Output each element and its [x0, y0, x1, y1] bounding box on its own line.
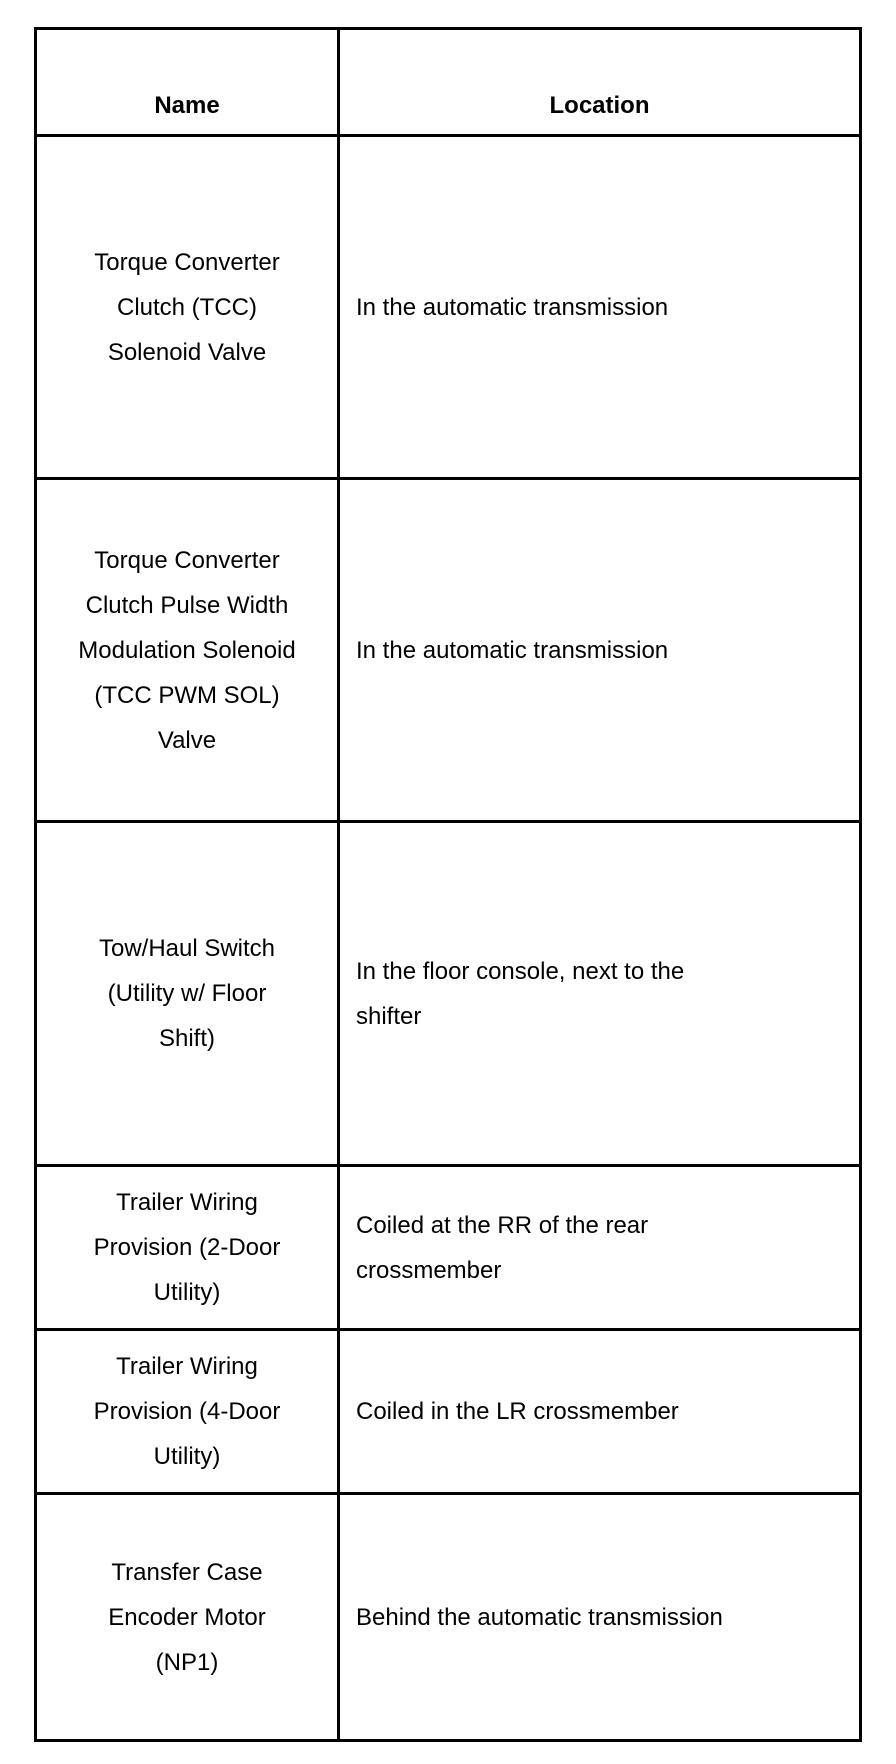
- location-cell: [339, 136, 861, 479]
- component-name: Tow/Haul Switch (Utility w/ Floor Shift): [98, 935, 276, 1052]
- component-name: Torque Converter Clutch (TCC) Solenoid Valve: [94, 248, 280, 366]
- component-location-table-container: [34, 27, 862, 1742]
- table-row: [36, 479, 861, 822]
- header-name: Name: [36, 29, 339, 136]
- location-cell: [339, 1166, 861, 1330]
- component-location: Behind the automatic transmission: [356, 1603, 723, 1631]
- location-cell: [339, 1494, 861, 1741]
- header-location: Location: [339, 29, 861, 136]
- table-row: [36, 822, 861, 1166]
- name-cell: [36, 822, 339, 1166]
- component-location: Coiled at the RR of the rear crossmember: [356, 1211, 649, 1284]
- component-name: Trailer Wiring Provision (4-Door Utility): [93, 1353, 281, 1470]
- name-cell: [36, 1494, 339, 1741]
- component-name: Trailer Wiring Provision (2-Door Utility): [93, 1189, 281, 1306]
- component-location: Coiled in the LR crossmember: [356, 1398, 679, 1425]
- table-header: [36, 29, 861, 136]
- component-location: In the floor console, next to the shifter: [356, 957, 685, 1030]
- component-location-table: [34, 27, 862, 1742]
- table-row: [36, 136, 861, 479]
- component-name: Torque Converter Clutch Pulse Width Modulation Solenoid (TCC PWM SOL) Valve: [78, 546, 296, 754]
- header-row: [36, 29, 861, 136]
- location-cell: [339, 479, 861, 822]
- name-cell: [36, 1166, 339, 1330]
- location-cell: [339, 822, 861, 1166]
- location-cell: [339, 1330, 861, 1494]
- name-cell: [36, 479, 339, 822]
- table-body: [36, 136, 861, 1741]
- name-cell: [36, 136, 339, 479]
- name-cell: [36, 1330, 339, 1494]
- table-row: [36, 1166, 861, 1330]
- component-location: In the automatic transmission: [356, 636, 669, 664]
- table-row: [36, 1494, 861, 1741]
- component-name: Transfer Case Encoder Motor (NP1): [108, 1558, 266, 1676]
- component-location: In the automatic transmission: [356, 293, 669, 321]
- table-row: [36, 1330, 861, 1494]
